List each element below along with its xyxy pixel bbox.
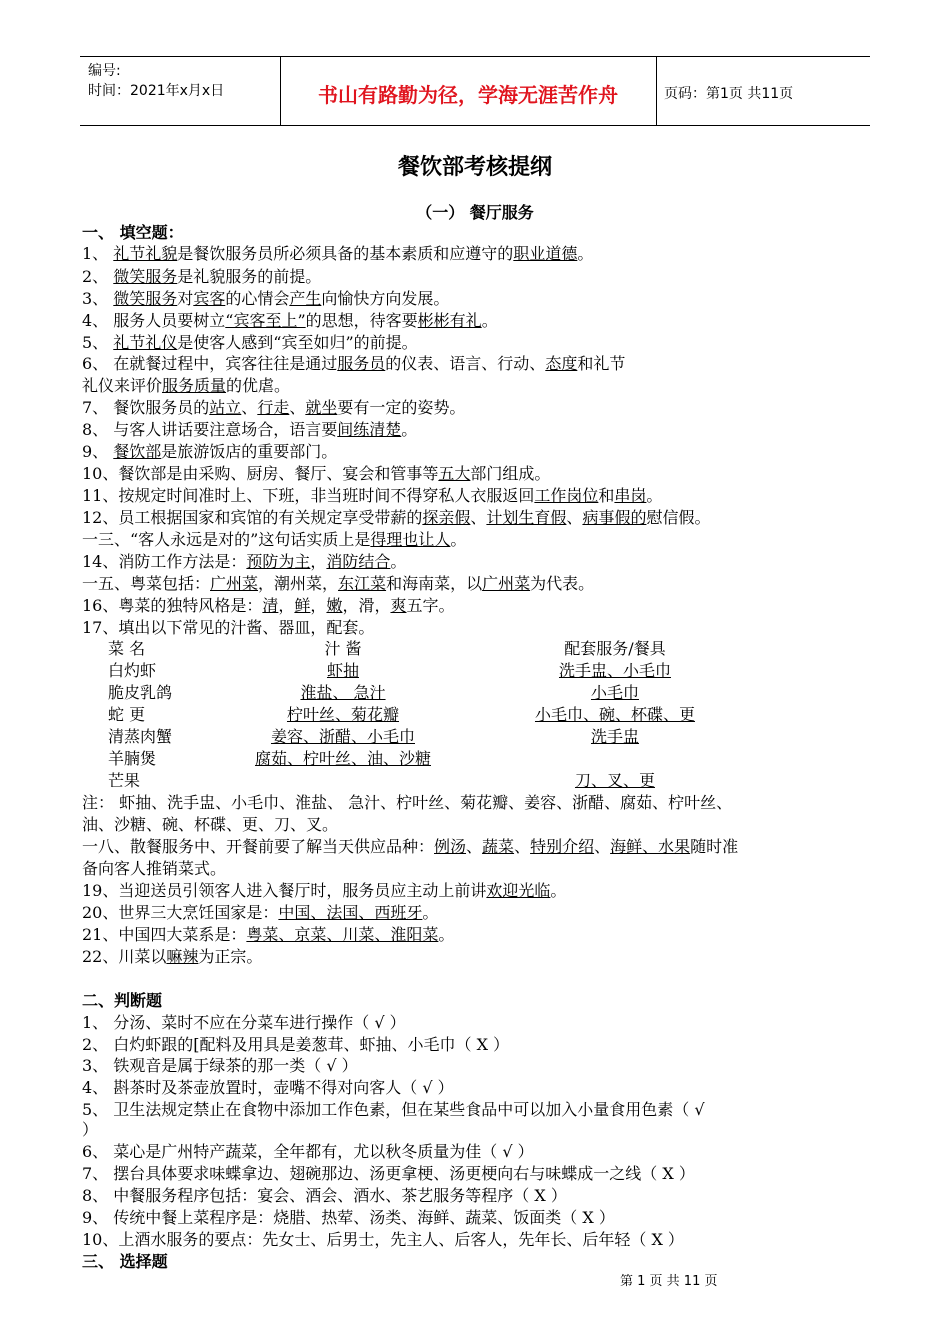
answer-text: 餐饮部 [113, 442, 162, 461]
table-cell [490, 660, 740, 681]
table-cell-text: 芒果 [108, 771, 141, 790]
true-false-item [82, 1163, 695, 1184]
table-header-cell [108, 638, 218, 659]
answer-text: 爽 [390, 596, 407, 615]
question-text: 是旅游饭店的重要部门。 [161, 442, 338, 461]
table-cell-text: 洗手盅、小毛巾 [558, 661, 671, 680]
question-text: 19、当迎送员引领客人进入餐厅时，服务员应主动上前讲 [82, 881, 487, 900]
answer-text: 彬彬有礼 [417, 311, 482, 330]
question-text: 11、按规定时间准时上、下班，非当班时间不得穿私人衣服返回 [82, 486, 535, 505]
table-cell-text: 淮盐、 急汁 [300, 683, 386, 702]
question-text: 、 [594, 837, 611, 856]
question-text: 17、填出以下常见的汁酱、器皿，配套。 [82, 618, 375, 637]
question-text: 慰信假。 [646, 508, 711, 527]
header-page-info: 页码：第1页 共11页 [664, 86, 794, 102]
answer-text: 五大 [438, 464, 471, 483]
table-cell [490, 704, 740, 725]
true-false-item [82, 1012, 406, 1033]
true-false-item [82, 1034, 509, 1055]
question-text: ） [82, 1120, 99, 1139]
fill-blank-item [82, 441, 337, 462]
table-cell [490, 682, 740, 703]
question-text: 一三、“客人永远是对的”这句话实质上是 [82, 530, 371, 549]
question-text: 、 [466, 837, 483, 856]
answer-text: 例汤 [434, 837, 467, 856]
table-cell [108, 704, 218, 725]
question-text: 。 [390, 552, 407, 571]
document-title: 餐饮部考核提纲 [397, 155, 552, 180]
true-false-item [82, 1185, 567, 1206]
fill-blank-item [82, 353, 625, 374]
fill-blank-item [82, 332, 418, 353]
answer-text: 微笑服务 [113, 289, 178, 308]
table-cell-text: 蛇 更 [108, 705, 146, 724]
fill-blank-item [82, 288, 449, 309]
table-header-text: 汁 酱 [324, 639, 362, 658]
question-text: 是餐饮服务员所必须具备的基本素质和应遵守的 [177, 244, 514, 263]
true-false-item [82, 1207, 615, 1228]
true-false-item [82, 1119, 98, 1140]
question-text: 7、 餐饮服务员的 [82, 398, 210, 417]
answer-text: 海鲜、水果 [610, 837, 691, 856]
note-line [82, 792, 732, 813]
answer-text: 东江菜 [338, 574, 387, 593]
question-text: ， [278, 596, 295, 615]
question-text: 22、川菜以 [82, 947, 167, 966]
question-text: 1、 分汤、菜时不应在分菜车进行操作（ √ ） [82, 1013, 406, 1032]
page-header [80, 56, 870, 126]
answer-text: 欢迎光临 [486, 881, 551, 900]
question-text: 3、 铁观音是属于绿茶的那一类（ √ ） [82, 1056, 358, 1075]
question-text: 对 [177, 289, 194, 308]
table-cell-text: 清蒸肉蟹 [108, 727, 173, 746]
table-cell-text: 刀、叉、更 [574, 771, 655, 790]
table-cell [218, 660, 468, 681]
fill-blank-item [82, 310, 498, 331]
fill-blank-item [82, 902, 438, 923]
fill-blank-item [82, 551, 406, 572]
answer-text: “宾客至上” [225, 311, 306, 330]
question-text: 五字。 [406, 596, 455, 615]
answer-text: 消防结合 [326, 552, 391, 571]
question-text: 4、 斟茶时及茶壶放置时，壶嘴不得对向客人（ √ ） [82, 1078, 454, 1097]
answer-text: 微笑服务 [113, 267, 178, 286]
question-text: 20、世界三大烹饪国家是： [82, 903, 279, 922]
question-text: 5、 [82, 333, 114, 352]
table-cell-text: 小毛巾 [590, 683, 639, 702]
table-cell [218, 682, 468, 703]
question-text: 。 [646, 486, 663, 505]
answer-text: 礼节礼貌 [113, 244, 178, 263]
question-text: 和礼节 [577, 354, 626, 373]
question-text: 3、 [82, 289, 114, 308]
table-cell-text: 白灼虾 [108, 661, 157, 680]
question-text: 21、中国四大菜系是： [82, 925, 247, 944]
question-text: 2、 [82, 267, 114, 286]
question-text: 10、餐饮部是由采购、厨房、餐厅、宴会和管事等 [82, 464, 439, 483]
table-header-cell [490, 638, 740, 659]
answer-text: 礼节礼仪 [113, 333, 178, 352]
table-cell [108, 748, 218, 769]
header-left [88, 61, 224, 101]
table-cell-text: 腐茹、柠叶丝、油、沙糖 [254, 749, 431, 768]
answer-text: 特别介绍 [530, 837, 595, 856]
true-false-item [82, 1141, 534, 1162]
question-text: 是使客人感到“宾至如归”的前提。 [177, 333, 418, 352]
question-text: ， [310, 552, 327, 571]
true-false-item [82, 1077, 454, 1098]
answer-text: 行走 [257, 398, 290, 417]
question-text: 8、 与客人讲话要注意场合，语言要 [82, 420, 338, 439]
table-header-text: 配套服务/餐具 [564, 639, 666, 658]
table-cell [490, 726, 740, 747]
answer-text: 计划生育假 [486, 508, 567, 527]
answer-text: 嘛辣 [166, 947, 199, 966]
fill-blank-item [82, 836, 738, 857]
fill-blank-item [82, 880, 566, 901]
table-cell [218, 704, 468, 725]
question-text: 9、 [82, 442, 114, 461]
question-text: 的心情会 [225, 289, 290, 308]
question-text: 8、 中餐服务程序包括：宴会、酒会、酒水、茶艺服务等程序（ X ） [82, 1186, 567, 1205]
document-subtitle: （一） 餐厅服务 [416, 203, 534, 222]
section-heading-multiple-choice [82, 1251, 168, 1272]
fill-blank-item [82, 507, 710, 528]
question-text: 油、沙糖、碗、杯碟、更、刀、叉。 [82, 815, 339, 834]
answer-text: 就坐 [305, 398, 338, 417]
question-text: 7、 摆台具体要求味蝶拿边、翅碗那边、汤更拿梗、汤更梗向右与味蝶成一之线（ X ） [82, 1164, 695, 1183]
question-text: 一、 填空题： [82, 223, 184, 242]
question-text: ，潮州菜， [258, 574, 339, 593]
fill-blank-item [82, 573, 594, 594]
question-text: 。 [450, 530, 467, 549]
question-text: 、 [470, 508, 487, 527]
question-text: 要有一定的姿势。 [337, 398, 466, 417]
true-false-item [82, 1229, 684, 1250]
table-cell-text: 虾抽 [326, 661, 359, 680]
table-cell [218, 726, 468, 747]
question-text: 16、粤菜的独特风格是： [82, 596, 263, 615]
question-text: 、 [241, 398, 258, 417]
answer-text: 串岗 [614, 486, 647, 505]
true-false-item [82, 1099, 705, 1120]
fill-blank-item [82, 419, 417, 440]
question-text: 。 [401, 420, 418, 439]
question-text: 一八、散餐服务中、开餐前要了解当天供应品种： [82, 837, 435, 856]
fill-blank-item [82, 397, 465, 418]
section-heading-true-false [82, 990, 162, 1011]
answer-text: 站立 [209, 398, 242, 417]
answer-text: 蔬菜 [482, 837, 515, 856]
section-heading-fill-blank [82, 222, 184, 243]
fill-blank-item [82, 375, 290, 396]
question-text: 6、 在就餐过程中，宾客往往是通过 [82, 354, 338, 373]
question-text: 、 [514, 837, 531, 856]
question-text: 。 [577, 244, 594, 263]
question-text: 1、 [82, 244, 114, 263]
question-text: 10、上酒水服务的要点：先女士、后男士，先主人、后客人，先年长、后年轻（ X ） [82, 1230, 684, 1249]
question-text: 6、 菜心是广州特产蔬菜，全年都有，尤以秋冬质量为佳（ √ ） [82, 1142, 534, 1161]
table-cell-text: 羊腩煲 [108, 749, 157, 768]
document-time-label: 时间：2021年x月x日 [88, 83, 225, 99]
fill-blank-item [82, 946, 262, 967]
question-text: 向愉快方向发展。 [321, 289, 450, 308]
question-text: 。 [422, 903, 439, 922]
fill-blank-item [82, 463, 550, 484]
document-number-label: 编号: [88, 63, 121, 79]
question-text: 备向客人推销菜式。 [82, 859, 227, 878]
answer-text: 间练清楚 [337, 420, 402, 439]
question-text: 随时准 [690, 837, 739, 856]
question-text: 为代表。 [530, 574, 595, 593]
page-footer: 第 1 页 共 11 页 [620, 1274, 718, 1289]
table-cell [218, 748, 468, 769]
question-text: 。 [438, 925, 455, 944]
answer-text: 服务员 [337, 354, 386, 373]
fill-blank-item [82, 243, 593, 264]
true-false-item [82, 1055, 358, 1076]
question-text: 礼仪来评价 [82, 376, 163, 395]
note-line [82, 814, 338, 835]
table-cell-text: 洗手盅 [590, 727, 639, 746]
table-cell-text: 柠叶丝、菊花瓣 [286, 705, 399, 724]
answer-text: 清 [262, 596, 279, 615]
fill-blank-item [82, 858, 226, 879]
table-header-text: 菜 名 [108, 639, 146, 658]
answer-text: 病事假的 [582, 508, 647, 527]
answer-text: 宾客 [193, 289, 226, 308]
table-cell [490, 770, 740, 791]
question-text: 的优虐。 [226, 376, 291, 395]
question-text: 、 [289, 398, 306, 417]
question-text: 部门组成。 [470, 464, 551, 483]
answer-text: 态度 [545, 354, 578, 373]
question-text: 。 [481, 311, 498, 330]
fill-blank-item [82, 266, 321, 287]
question-text: 是礼貌服务的前提。 [177, 267, 322, 286]
answer-text: 广州菜 [210, 574, 259, 593]
answer-text: 中国、法国、西班牙 [278, 903, 423, 922]
answer-text: 嫩 [326, 596, 343, 615]
question-text: 的思想，待客要 [305, 311, 418, 330]
fill-blank-item [82, 529, 466, 550]
question-text: 9、 传统中餐上菜程序是：烧腊、热荤、汤类、海鲜、蔬菜、饭面类（ X ） [82, 1208, 615, 1227]
question-text: 和海南菜，以 [386, 574, 483, 593]
question-text: 5、 卫生法规定禁止在食物中添加工作色素，但在某些食品中可以加入小量食用色素（ √ [82, 1100, 705, 1119]
header-divider [656, 57, 657, 125]
table-cell-text: 脆皮乳鸽 [108, 683, 173, 702]
question-text: 注： 虾抽、洗手盅、小毛巾、淮盐、 急汁、柠叶丝、菊花瓣、姜容、浙醋、腐茹、柠叶丝、 [82, 793, 733, 812]
question-text: 的仪表、语言、行动、 [385, 354, 546, 373]
question-text: 12、员工根据国家和宾馆的有关规定享受带薪的 [82, 508, 423, 527]
answer-text: 产生 [289, 289, 322, 308]
question-text: 、 [566, 508, 583, 527]
answer-text: 服务质量 [162, 376, 227, 395]
question-text: 4、 服务人员要树立 [82, 311, 226, 330]
table-cell [108, 682, 218, 703]
table-cell-text: 姜容、浙醋、小毛巾 [270, 727, 415, 746]
answer-text: 工作岗位 [534, 486, 599, 505]
question-text: 一五、粤菜包括： [82, 574, 211, 593]
question-text: ，滑， [342, 596, 391, 615]
fill-blank-item [82, 617, 374, 638]
answer-text: 鲜 [294, 596, 311, 615]
answer-text: 粤菜、京菜、川菜、淮阳菜 [246, 925, 439, 944]
question-text: 二、判断题 [82, 991, 163, 1010]
fill-blank-item [82, 485, 662, 506]
question-text: 14、消防工作方法是： [82, 552, 247, 571]
header-motto: 书山有路勤为径，学海无涯苦作舟 [318, 83, 618, 107]
question-text: 2、 白灼虾跟的[配料及用具是姜葱茸、虾抽、小毛巾（ X ） [82, 1035, 510, 1054]
question-text: 三、 选择题 [82, 1252, 168, 1271]
fill-blank-item [82, 924, 454, 945]
question-text: 为正宗。 [198, 947, 263, 966]
table-header-cell [218, 638, 468, 659]
answer-text: 广州菜 [482, 574, 531, 593]
table-cell-text: 小毛巾、碗、杯碟、更 [534, 705, 695, 724]
question-text: ， [310, 596, 327, 615]
table-cell [108, 770, 218, 791]
answer-text: 预防为主 [246, 552, 311, 571]
answer-text: 探亲假 [422, 508, 471, 527]
table-cell [108, 726, 218, 747]
fill-blank-item [82, 595, 455, 616]
answer-text: 职业道德 [513, 244, 578, 263]
question-text: 和 [598, 486, 615, 505]
table-cell [108, 660, 218, 681]
answer-text: 得理也让人 [370, 530, 451, 549]
question-text: 。 [550, 881, 567, 900]
